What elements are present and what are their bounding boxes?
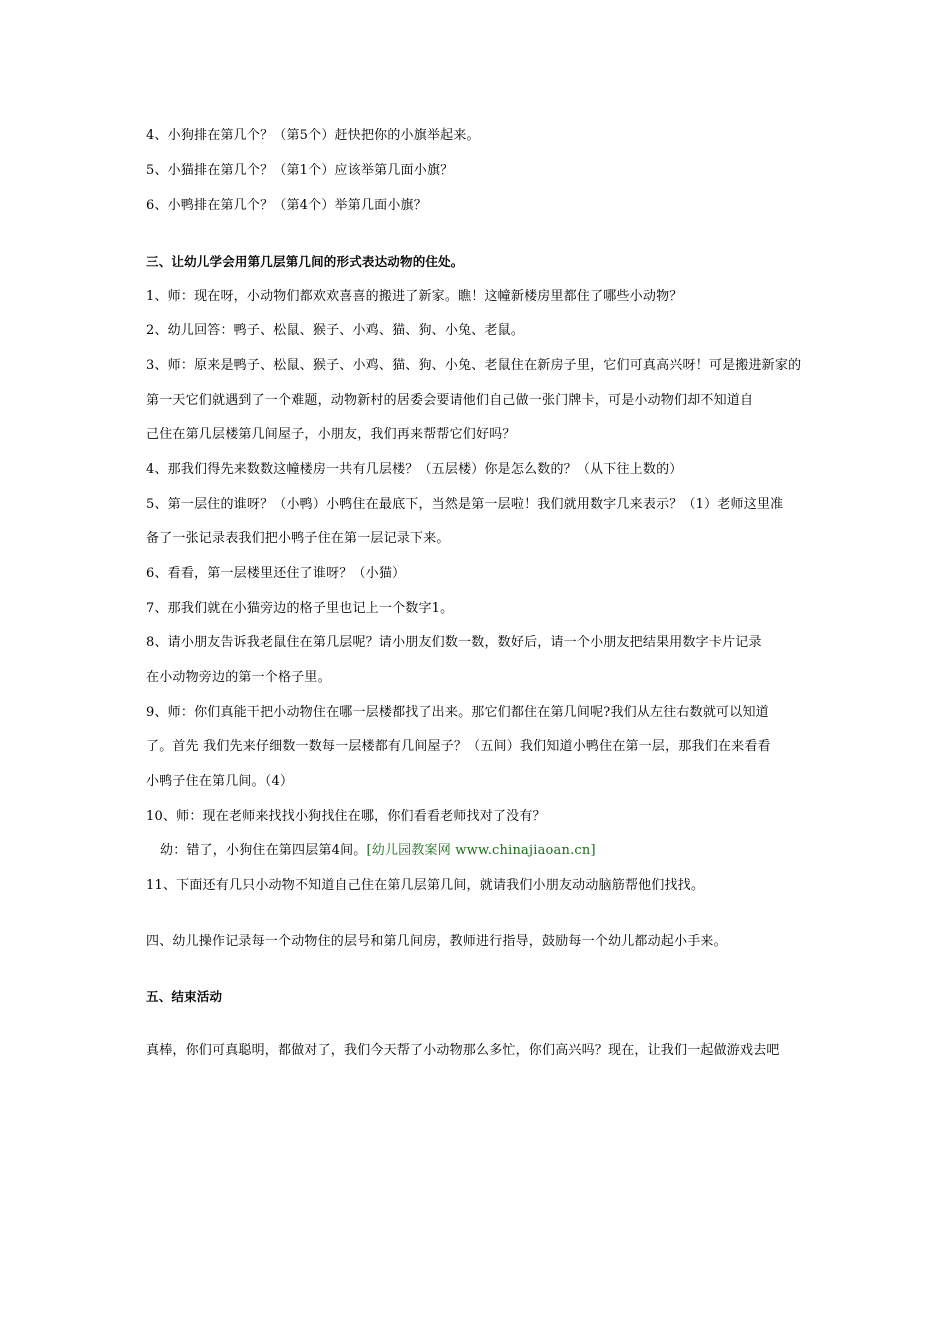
step-5-line-1: 5、第一层住的谁呀？（小鸭）小鸭住在最底下，当然是第一层啦！我们就用数字几来表示？（1）老师这里准 xyxy=(146,497,784,512)
step-6-first-floor: 6、看看，第一层楼里还住了谁呀？（小猫） xyxy=(146,566,406,581)
step-9-line-3: 小鸭子住在第几间。（4） xyxy=(146,774,294,789)
step-8-line-2: 在小动物旁边的第一个格子里。 xyxy=(146,670,331,685)
step-7-record-cat: 7、那我们就在小猫旁边的格子里也记上一个数字1。 xyxy=(146,601,454,616)
step-9-line-2: 了。首先 我们先来仔细数一数每一层楼都有几间屋子？（五间）我们知道小鸭住在第一层，那我们在来看看 xyxy=(146,739,771,754)
site-link[interactable]: [幼儿园教案网 www.chinajiaoan.cn] xyxy=(366,843,596,858)
closing-paragraph: 真棒，你们可真聪明，都做对了，我们今天帮了小动物那么多忙，你们高兴吗？现在，让我们一起做游戏去吧 xyxy=(146,1043,780,1058)
step-3-line-3: 己住在第几层楼第几间屋子，小朋友，我们再来帮帮它们好吗？ xyxy=(146,427,516,442)
item-6-duck-position: 6、小鸭排在第几个？（第4个）举第几面小旗？ xyxy=(146,198,427,213)
step-4-count-floors: 4、那我们得先来数数这幢楼房一共有几层楼？（五层楼）你是怎么数的？（从下往上数的） xyxy=(146,462,683,477)
item-4-dog-position: 4、小狗排在第几个？（第5个）赶快把你的小旗举起来。 xyxy=(146,128,480,143)
step-2-children-answer: 2、幼儿回答：鸭子、松鼠、猴子、小鸡、猫、狗、小兔、老鼠。 xyxy=(146,323,525,338)
section-3-heading: 三、让幼儿学会用第几层第几间的形式表达动物的住处。 xyxy=(146,254,464,269)
step-8-line-1: 8、请小朋友告诉我老鼠住在第几层呢？请小朋友们数一数，数好后，请一个小朋友把结果用数字卡片记录 xyxy=(146,635,762,650)
step-1-teacher: 1、师：现在呀，小动物们都欢欢喜喜的搬进了新家。瞧！这幢新楼房里都住了哪些小动物？ xyxy=(146,289,683,304)
step-11-other-animals: 11、下面还有几只小动物不知道自己住在第几层第几间，就请我们小朋友动动脑筋帮他们找找。 xyxy=(146,878,705,893)
child-answer-text: 幼：错了，小狗住在第四层第4间。 xyxy=(160,843,367,858)
step-5-line-2: 备了一张记录表我们把小鸭子住在第一层记录下来。 xyxy=(146,531,450,546)
step-9-line-1: 9、师：你们真能干把小动物住在哪一层楼都找了出来。那它们都住在第几间呢?我们从左往右数就可以知道 xyxy=(146,705,769,720)
section-4-operation: 四、幼儿操作记录每一个动物住的层号和第几间房，教师进行指导，鼓励每一个幼儿都动起小手来。 xyxy=(146,934,727,949)
section-5-heading: 五、结束活动 xyxy=(146,989,223,1004)
step-3-line-2: 第一天它们就遇到了一个难题，动物新村的居委会要请他们自己做一张门牌卡，可是小动物们却不知道自 xyxy=(146,393,754,408)
item-5-cat-position: 5、小猫排在第几个？（第1个）应该举第几面小旗？ xyxy=(146,163,454,178)
step-3-line-1: 3、师：原来是鸭子、松鼠、猴子、小鸡、猫、狗、小兔、老鼠住在新房子里，它们可真高兴呀！可是搬进新家的 xyxy=(146,358,802,373)
child-answer-line xyxy=(160,842,830,860)
step-10-teacher-find-dog: 10、师：现在老师来找找小狗找住在哪，你们看看老师找对了没有？ xyxy=(146,809,546,824)
